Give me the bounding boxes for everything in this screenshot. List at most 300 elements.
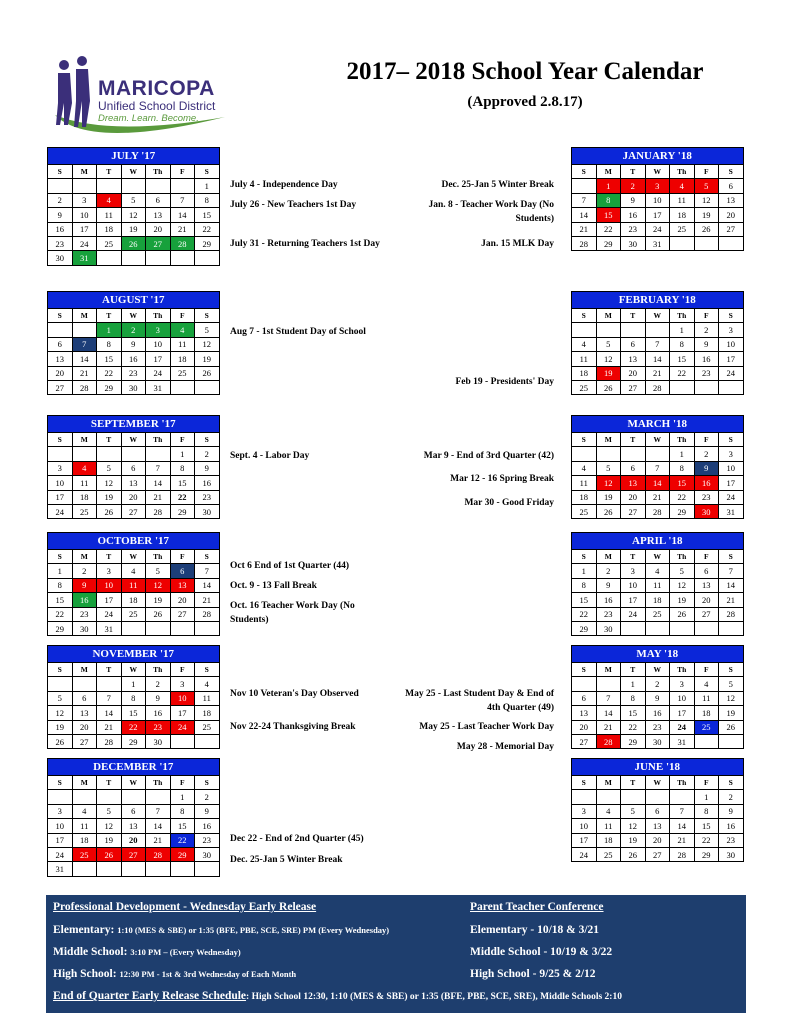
day-cell: 29 bbox=[572, 621, 597, 635]
day-cell: 19 bbox=[694, 208, 719, 222]
event-oct-c2: Students) bbox=[230, 615, 269, 625]
day-cell: 9 bbox=[621, 193, 646, 207]
day-cell: 25 bbox=[572, 380, 597, 394]
day-cell: 8 bbox=[195, 193, 220, 207]
day-cell: 1 bbox=[596, 179, 621, 193]
day-cell bbox=[97, 179, 122, 193]
day-cell: 19 bbox=[195, 352, 220, 366]
day-cell: 25 bbox=[694, 720, 719, 734]
day-cell: 16 bbox=[596, 593, 621, 607]
day-cell bbox=[195, 862, 220, 876]
month-jun bbox=[571, 758, 744, 862]
day-cell: 2 bbox=[621, 179, 646, 193]
month-title: JULY '17 bbox=[48, 148, 220, 165]
day-cell: 21 bbox=[97, 720, 122, 734]
week-row bbox=[572, 179, 744, 193]
day-cell: 3 bbox=[621, 564, 646, 578]
day-cell: 9 bbox=[48, 208, 73, 222]
weekday-label: S bbox=[719, 433, 744, 447]
day-cell: 4 bbox=[670, 179, 695, 193]
month-aug bbox=[47, 291, 220, 395]
day-cell: 29 bbox=[596, 236, 621, 250]
day-cell: 28 bbox=[170, 236, 195, 250]
weekday-label: W bbox=[121, 433, 146, 447]
logo-name: MARICOPA bbox=[98, 77, 215, 100]
weekday-label: Th bbox=[146, 776, 171, 790]
event-jul-c: July 31 - Returning Teachers 1st Day bbox=[230, 239, 380, 249]
day-cell: 19 bbox=[146, 593, 171, 607]
logo-tagline: Dream. Learn. Become. bbox=[98, 113, 199, 124]
day-cell: 30 bbox=[146, 734, 171, 748]
day-cell bbox=[670, 621, 695, 635]
weekday-label: M bbox=[72, 776, 97, 790]
day-cell: 16 bbox=[719, 819, 744, 833]
day-cell: 20 bbox=[572, 720, 597, 734]
day-cell: 12 bbox=[719, 691, 744, 705]
day-cell: 20 bbox=[621, 490, 646, 504]
day-cell: 22 bbox=[48, 607, 73, 621]
weekday-label: S bbox=[719, 776, 744, 790]
day-cell: 31 bbox=[146, 380, 171, 394]
day-cell: 27 bbox=[572, 734, 597, 748]
week-row bbox=[48, 193, 220, 207]
day-cell: 19 bbox=[670, 593, 695, 607]
day-cell bbox=[645, 790, 670, 804]
day-cell: 13 bbox=[170, 578, 195, 592]
day-cell: 16 bbox=[645, 706, 670, 720]
day-cell: 11 bbox=[97, 208, 122, 222]
weekday-label: S bbox=[195, 550, 220, 564]
week-row bbox=[572, 352, 744, 366]
day-cell bbox=[572, 323, 597, 337]
weekday-label: T bbox=[97, 550, 122, 564]
day-cell: 17 bbox=[719, 352, 744, 366]
day-cell: 7 bbox=[719, 564, 744, 578]
day-cell: 19 bbox=[97, 833, 122, 847]
day-cell bbox=[170, 734, 195, 748]
day-cell: 30 bbox=[621, 236, 646, 250]
day-cell bbox=[121, 251, 146, 265]
day-cell: 22 bbox=[596, 222, 621, 236]
day-cell: 9 bbox=[146, 691, 171, 705]
eq-text: : High School 12:30, 1:10 (MES & SBE) or 1:35 (BFE, PBE, SCE, SRE), Middle Schools 2:10 bbox=[246, 992, 622, 1002]
day-cell: 27 bbox=[645, 847, 670, 861]
weekday-label: T bbox=[621, 309, 646, 323]
day-cell bbox=[72, 447, 97, 461]
event-dec-a: Dec 22 - End of 2nd Quarter (45) bbox=[230, 834, 364, 844]
day-cell: 16 bbox=[621, 208, 646, 222]
day-cell: 24 bbox=[719, 366, 744, 380]
weekday-label: S bbox=[48, 550, 73, 564]
day-cell: 1 bbox=[694, 790, 719, 804]
event-aug-a: Aug 7 - 1st Student Day of School bbox=[230, 327, 366, 337]
day-cell: 11 bbox=[170, 337, 195, 351]
weekday-label: S bbox=[48, 165, 73, 179]
weekday-label: S bbox=[572, 309, 597, 323]
day-cell: 25 bbox=[97, 236, 122, 250]
day-cell bbox=[694, 236, 719, 250]
day-cell: 4 bbox=[72, 804, 97, 818]
day-cell: 4 bbox=[121, 564, 146, 578]
week-row bbox=[48, 790, 220, 804]
day-cell: 27 bbox=[694, 607, 719, 621]
day-cell: 9 bbox=[72, 578, 97, 592]
day-cell: 4 bbox=[645, 564, 670, 578]
day-cell: 29 bbox=[170, 504, 195, 518]
day-cell bbox=[97, 677, 122, 691]
day-cell: 29 bbox=[121, 734, 146, 748]
day-cell: 21 bbox=[572, 222, 597, 236]
day-cell: 16 bbox=[48, 222, 73, 236]
week-row bbox=[48, 236, 220, 250]
day-cell: 23 bbox=[596, 607, 621, 621]
day-cell: 24 bbox=[48, 504, 73, 518]
day-cell: 2 bbox=[719, 790, 744, 804]
day-cell: 24 bbox=[48, 847, 73, 861]
end-of-quarter bbox=[53, 990, 622, 1002]
day-cell: 8 bbox=[572, 578, 597, 592]
week-row bbox=[48, 564, 220, 578]
day-cell: 5 bbox=[146, 564, 171, 578]
weekday-label: S bbox=[572, 433, 597, 447]
day-cell: 5 bbox=[596, 461, 621, 475]
day-cell: 28 bbox=[146, 504, 171, 518]
day-cell: 1 bbox=[170, 447, 195, 461]
day-cell: 8 bbox=[97, 337, 122, 351]
day-cell: 19 bbox=[121, 222, 146, 236]
day-cell bbox=[621, 447, 646, 461]
day-cell: 27 bbox=[121, 504, 146, 518]
week-row bbox=[48, 677, 220, 691]
day-cell bbox=[97, 790, 122, 804]
day-cell: 5 bbox=[97, 804, 122, 818]
day-cell: 5 bbox=[596, 337, 621, 351]
day-cell: 3 bbox=[72, 193, 97, 207]
day-cell: 2 bbox=[596, 564, 621, 578]
day-cell: 22 bbox=[170, 490, 195, 504]
day-cell: 21 bbox=[146, 833, 171, 847]
day-cell bbox=[97, 251, 122, 265]
day-cell: 6 bbox=[72, 691, 97, 705]
weekday-label: F bbox=[170, 165, 195, 179]
day-cell: 21 bbox=[195, 593, 220, 607]
week-row bbox=[48, 720, 220, 734]
day-cell: 27 bbox=[146, 236, 171, 250]
weekday-label: T bbox=[621, 663, 646, 677]
pd-elementary bbox=[53, 924, 389, 936]
day-cell: 9 bbox=[121, 337, 146, 351]
week-row bbox=[572, 504, 744, 518]
week-row bbox=[572, 677, 744, 691]
week-row bbox=[48, 380, 220, 394]
day-cell: 25 bbox=[72, 504, 97, 518]
day-cell: 13 bbox=[72, 706, 97, 720]
day-cell: 2 bbox=[694, 447, 719, 461]
weekday-label: Th bbox=[146, 165, 171, 179]
weekday-label: S bbox=[719, 663, 744, 677]
pd-high-label: High School: bbox=[53, 968, 117, 980]
weekday-label: S bbox=[195, 309, 220, 323]
day-cell: 7 bbox=[670, 804, 695, 818]
event-feb-a: Feb 19 - Presidents' Day bbox=[455, 377, 554, 387]
day-cell: 7 bbox=[146, 804, 171, 818]
day-cell bbox=[195, 734, 220, 748]
day-cell: 7 bbox=[572, 193, 597, 207]
day-cell: 7 bbox=[645, 461, 670, 475]
day-cell bbox=[694, 621, 719, 635]
day-cell: 10 bbox=[719, 337, 744, 351]
month-title: FEBRUARY '18 bbox=[572, 292, 744, 309]
day-cell: 2 bbox=[72, 564, 97, 578]
day-cell: 12 bbox=[48, 706, 73, 720]
day-cell: 8 bbox=[121, 691, 146, 705]
weekday-label: T bbox=[97, 309, 122, 323]
pd-title: Professional Development - Wednesday Early Release bbox=[53, 901, 317, 913]
week-row bbox=[48, 490, 220, 504]
day-cell bbox=[48, 447, 73, 461]
month-sep bbox=[47, 415, 220, 519]
day-cell: 1 bbox=[670, 447, 695, 461]
week-row bbox=[48, 251, 220, 265]
weekday-label: F bbox=[694, 663, 719, 677]
day-cell: 6 bbox=[645, 804, 670, 818]
day-cell: 22 bbox=[670, 490, 695, 504]
day-cell: 18 bbox=[121, 593, 146, 607]
day-cell: 30 bbox=[72, 621, 97, 635]
week-row bbox=[48, 323, 220, 337]
day-cell: 26 bbox=[97, 847, 122, 861]
weekday-label: Th bbox=[670, 550, 695, 564]
day-cell bbox=[645, 323, 670, 337]
weekday-label: S bbox=[719, 165, 744, 179]
day-cell: 27 bbox=[621, 504, 646, 518]
day-cell bbox=[719, 621, 744, 635]
day-cell: 14 bbox=[645, 476, 670, 490]
day-cell: 22 bbox=[170, 833, 195, 847]
month-title: APRIL '18 bbox=[572, 533, 744, 550]
day-cell: 21 bbox=[645, 366, 670, 380]
weekday-label: W bbox=[121, 776, 146, 790]
weekday-label: Th bbox=[670, 309, 695, 323]
day-cell: 18 bbox=[645, 593, 670, 607]
day-cell bbox=[572, 447, 597, 461]
day-cell: 18 bbox=[170, 352, 195, 366]
day-cell: 28 bbox=[670, 847, 695, 861]
day-cell bbox=[195, 251, 220, 265]
day-cell: 17 bbox=[621, 593, 646, 607]
weekday-label: M bbox=[72, 550, 97, 564]
day-cell: 13 bbox=[645, 819, 670, 833]
logo-figures-icon bbox=[56, 56, 90, 127]
day-cell: 2 bbox=[48, 193, 73, 207]
day-cell: 14 bbox=[146, 819, 171, 833]
day-cell: 5 bbox=[670, 564, 695, 578]
weekday-label: F bbox=[694, 433, 719, 447]
day-cell: 23 bbox=[195, 490, 220, 504]
day-cell: 26 bbox=[596, 380, 621, 394]
weekday-label: S bbox=[48, 776, 73, 790]
day-cell: 10 bbox=[719, 461, 744, 475]
day-cell bbox=[719, 236, 744, 250]
weekday-label: W bbox=[121, 550, 146, 564]
week-row bbox=[572, 564, 744, 578]
day-cell: 20 bbox=[170, 593, 195, 607]
weekday-label: W bbox=[645, 663, 670, 677]
ptc-title: Parent Teacher Conference bbox=[470, 901, 604, 913]
day-cell: 19 bbox=[621, 833, 646, 847]
week-row bbox=[48, 819, 220, 833]
day-cell: 1 bbox=[572, 564, 597, 578]
weekday-label: W bbox=[645, 433, 670, 447]
day-cell: 3 bbox=[170, 677, 195, 691]
day-cell bbox=[48, 790, 73, 804]
footer-panel bbox=[46, 895, 746, 1013]
day-cell: 23 bbox=[72, 607, 97, 621]
day-cell: 28 bbox=[596, 734, 621, 748]
day-cell: 16 bbox=[121, 352, 146, 366]
day-cell: 18 bbox=[572, 490, 597, 504]
weekday-label: S bbox=[572, 550, 597, 564]
day-cell: 10 bbox=[97, 578, 122, 592]
week-row bbox=[48, 447, 220, 461]
day-cell bbox=[621, 621, 646, 635]
day-cell bbox=[170, 251, 195, 265]
day-cell: 15 bbox=[97, 352, 122, 366]
day-cell: 25 bbox=[596, 847, 621, 861]
day-cell: 2 bbox=[195, 447, 220, 461]
day-cell: 23 bbox=[146, 720, 171, 734]
day-cell: 18 bbox=[195, 706, 220, 720]
pd-high bbox=[53, 968, 296, 980]
day-cell: 20 bbox=[72, 720, 97, 734]
day-cell: 31 bbox=[97, 621, 122, 635]
day-cell bbox=[146, 621, 171, 635]
day-cell: 23 bbox=[694, 366, 719, 380]
day-cell: 8 bbox=[170, 804, 195, 818]
week-row bbox=[48, 461, 220, 475]
event-dec-b: Dec. 25-Jan 5 Winter Break bbox=[230, 855, 343, 865]
day-cell: 9 bbox=[195, 461, 220, 475]
day-cell bbox=[572, 790, 597, 804]
day-cell: 28 bbox=[72, 380, 97, 394]
weekday-label: F bbox=[170, 550, 195, 564]
day-cell: 11 bbox=[195, 691, 220, 705]
event-oct-c1: Oct. 16 Teacher Work Day (No bbox=[230, 601, 355, 611]
day-cell bbox=[596, 447, 621, 461]
day-cell: 31 bbox=[670, 734, 695, 748]
day-cell bbox=[596, 677, 621, 691]
day-cell: 30 bbox=[48, 251, 73, 265]
day-cell: 16 bbox=[694, 476, 719, 490]
day-cell: 22 bbox=[694, 833, 719, 847]
weekday-label: F bbox=[694, 550, 719, 564]
day-cell: 15 bbox=[621, 706, 646, 720]
day-cell: 20 bbox=[121, 490, 146, 504]
day-cell: 2 bbox=[146, 677, 171, 691]
weekday-label: Th bbox=[670, 776, 695, 790]
month-dec bbox=[47, 758, 220, 877]
day-cell: 11 bbox=[121, 578, 146, 592]
pd-high-text: 12:30 PM - 1st & 3rd Wednesday of Each Month bbox=[119, 969, 297, 979]
day-cell: 7 bbox=[195, 564, 220, 578]
day-cell: 24 bbox=[719, 490, 744, 504]
page-subtitle: (Approved 2.8.17) bbox=[467, 94, 583, 110]
day-cell: 23 bbox=[195, 833, 220, 847]
day-cell bbox=[670, 236, 695, 250]
day-cell: 14 bbox=[719, 578, 744, 592]
day-cell: 5 bbox=[621, 804, 646, 818]
day-cell bbox=[146, 179, 171, 193]
day-cell: 20 bbox=[121, 833, 146, 847]
event-may-a1: May 25 - Last Student Day & End of bbox=[405, 689, 554, 699]
month-jan bbox=[571, 147, 744, 251]
month-title: MARCH '18 bbox=[572, 416, 744, 433]
day-cell: 17 bbox=[170, 706, 195, 720]
page-title: 2017– 2018 School Year Calendar bbox=[346, 58, 704, 85]
week-row bbox=[48, 366, 220, 380]
day-cell bbox=[694, 734, 719, 748]
week-row bbox=[48, 734, 220, 748]
day-cell: 13 bbox=[621, 476, 646, 490]
day-cell: 26 bbox=[621, 847, 646, 861]
day-cell: 12 bbox=[121, 208, 146, 222]
day-cell: 30 bbox=[121, 380, 146, 394]
weekday-label: T bbox=[97, 776, 122, 790]
week-row bbox=[572, 447, 744, 461]
day-cell bbox=[645, 621, 670, 635]
day-cell: 16 bbox=[146, 706, 171, 720]
day-cell: 17 bbox=[48, 833, 73, 847]
weekday-label: W bbox=[121, 309, 146, 323]
day-cell: 20 bbox=[621, 366, 646, 380]
day-cell: 11 bbox=[572, 476, 597, 490]
day-cell: 21 bbox=[170, 222, 195, 236]
day-cell: 28 bbox=[645, 504, 670, 518]
month-feb bbox=[571, 291, 744, 395]
day-cell: 3 bbox=[645, 179, 670, 193]
pd-middle-text: 3:10 PM – (Every Wednesday) bbox=[130, 947, 241, 957]
day-cell: 29 bbox=[694, 847, 719, 861]
day-cell: 25 bbox=[645, 607, 670, 621]
month-title: NOVEMBER '17 bbox=[48, 646, 220, 663]
weekday-label: F bbox=[694, 165, 719, 179]
month-nov bbox=[47, 645, 220, 749]
day-cell: 10 bbox=[146, 337, 171, 351]
day-cell bbox=[48, 323, 73, 337]
day-cell: 29 bbox=[48, 621, 73, 635]
month-apr bbox=[571, 532, 744, 636]
day-cell: 7 bbox=[645, 337, 670, 351]
weekday-label: Th bbox=[670, 165, 695, 179]
day-cell: 6 bbox=[621, 461, 646, 475]
day-cell: 12 bbox=[97, 819, 122, 833]
month-title: DECEMBER '17 bbox=[48, 759, 220, 776]
day-cell: 15 bbox=[670, 352, 695, 366]
day-cell bbox=[621, 790, 646, 804]
day-cell: 9 bbox=[195, 804, 220, 818]
day-cell: 8 bbox=[48, 578, 73, 592]
day-cell: 10 bbox=[170, 691, 195, 705]
day-cell bbox=[97, 447, 122, 461]
week-row bbox=[572, 236, 744, 250]
day-cell: 18 bbox=[97, 222, 122, 236]
week-row bbox=[572, 607, 744, 621]
weekday-label: S bbox=[195, 776, 220, 790]
day-cell: 6 bbox=[170, 564, 195, 578]
day-cell: 25 bbox=[572, 504, 597, 518]
day-cell: 20 bbox=[146, 222, 171, 236]
day-cell bbox=[621, 323, 646, 337]
